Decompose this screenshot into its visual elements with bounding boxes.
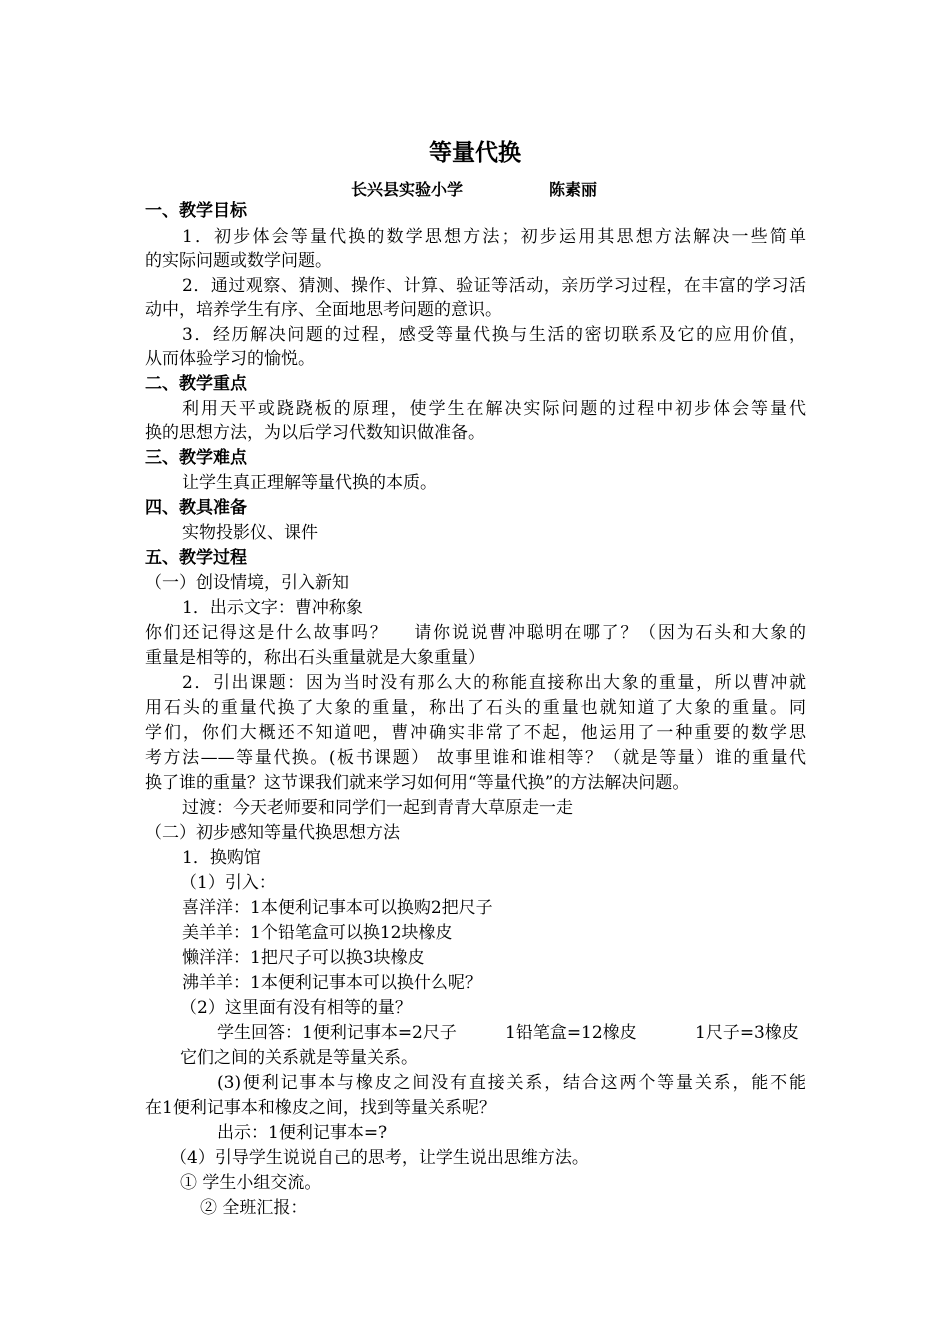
equation-notebook-ruler: 学生回答：1便利记事本=2尺子 [217,1023,457,1043]
subsection-heading: （二）初步感知等量代换思想方法 [145,823,400,843]
subsection-heading: （一）创设情境，引入新知 [145,573,349,593]
paragraph-line: 1．换购馆 [182,848,261,868]
paragraph-line: 动中，培养学生有序、全面地思考问题的意识。 [145,300,502,320]
dialogue-line: 喜洋洋：1本便利记事本可以换购2把尺子 [182,898,493,918]
paragraph-line: 过渡：今天老师要和同学们一起到青青大草原走一走 [182,798,573,818]
dialogue-line: 美羊羊：1个铅笔盒可以换12块橡皮 [182,923,453,943]
paragraph-line: 2．通过观察、猜测、操作、计算、验证等活动，亲历学习过程，在丰富的学习活 [182,276,806,296]
paragraph-line: 让学生真正理解等量代换的本质。 [182,473,437,493]
paragraph-line: 出示：1便利记事本=? [217,1123,388,1143]
equation-ruler-eraser: 1尺子=3橡皮 [695,1023,799,1043]
equation-pencilbox-eraser: 1铅笔盒=12橡皮 [505,1023,637,1043]
paragraph-line: 3．经历解决问题的过程，感受等量代换与生活的密切联系及它的应用价值， [182,325,806,345]
paragraph-line: 1．出示文字：曹冲称象 [182,598,363,618]
paragraph-line: 它们之间的关系就是等量关系。 [180,1048,418,1068]
section-heading-difficulties: 三、教学难点 [145,448,247,468]
paragraph-line: 实物投影仪、课件 [182,523,318,543]
author-name: 陈素丽 [549,180,598,199]
document-title: 等量代换 [429,140,521,166]
paragraph-line: 重量是相等的，称出石头重量就是大象重量） [145,648,485,668]
paragraph-line: （1）引入： [180,873,276,893]
section-heading-objectives: 一、教学目标 [145,201,247,221]
paragraph-line: 的实际问题或数学问题。 [145,251,332,271]
paragraph-line: 学们，你们大概还不知道吧，曹冲确实非常了不起，他运用了一种重要的数学思 [145,723,806,743]
paragraph-line: 你们还记得这是什么故事吗？ 请你说说曹冲聪明在哪了？（因为石头和大象的 [145,623,806,643]
paragraph-line: 考方法——等量代换。(板书课题） 故事里谁和谁相等？（就是等量）谁的重量代 [145,748,806,768]
section-heading-materials: 四、教具准备 [145,498,247,518]
section-heading-key-points: 二、教学重点 [145,374,247,394]
paragraph-line: 换了谁的重量？这节课我们就来学习如何用“等量代换”的方法解决问题。 [145,773,690,793]
paragraph-line: 在1便利记事本和橡皮之间，找到等量关系呢？ [145,1098,496,1118]
paragraph-line: 利用天平或跷跷板的原理，使学生在解决实际问题的过程中初步体会等量代 [182,399,806,419]
paragraph-line: 用石头的重量代换了大象的重量，称出了石头的重量也就知道了大象的重量。同 [145,698,806,718]
section-heading-process: 五、教学过程 [145,548,247,568]
paragraph-line: (3)便利记事本与橡皮之间没有直接关系，结合这两个等量关系，能不能 [217,1073,806,1093]
paragraph-line: 换的思想方法，为以后学习代数知识做准备。 [145,423,485,443]
dialogue-line: 沸羊羊：1本便利记事本可以换什么呢？ [182,973,482,993]
paragraph-line: 2．引出课题：因为当时没有那么大的称能直接称出大象的重量，所以曹冲就 [182,673,806,693]
paragraph-line: 1．初步体会等量代换的数学思想方法；初步运用其思想方法解决一些简单 [182,227,806,247]
paragraph-line: （2）这里面有没有相等的量？ [180,998,412,1018]
list-item: ① 学生小组交流。 [180,1173,322,1193]
paragraph-line: （4）引导学生说说自己的思考，让学生说出思维方法。 [170,1148,589,1168]
school-name: 长兴县实验小学 [351,180,464,199]
dialogue-line: 懒洋洋：1把尺子可以换3块橡皮 [182,948,425,968]
paragraph-line: 从而体验学习的愉悦。 [145,349,315,369]
list-item: ② 全班汇报： [200,1198,308,1218]
